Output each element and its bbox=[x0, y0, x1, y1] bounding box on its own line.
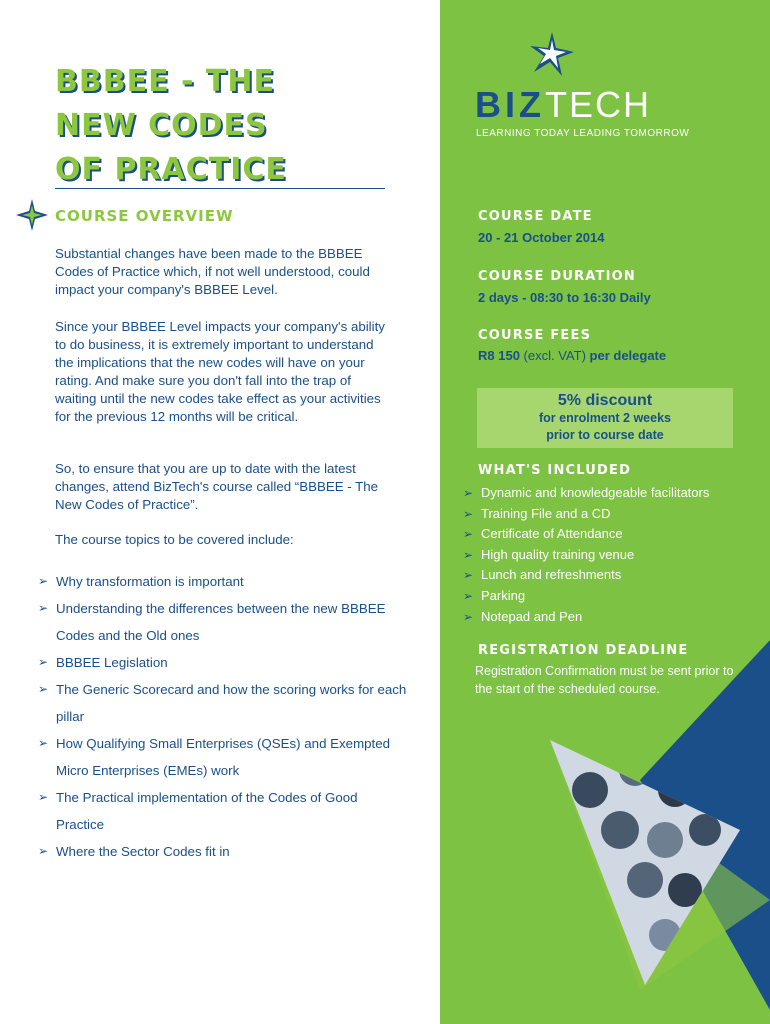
course-duration-value: 2 days - 08:30 to 16:30 Daily bbox=[478, 290, 651, 305]
list-item bbox=[463, 545, 763, 566]
list-item bbox=[38, 784, 408, 838]
arrow-icon: ➢ bbox=[38, 682, 49, 696]
registration-deadline-heading: REGISTRATION DEADLINE bbox=[478, 643, 689, 658]
arrow-icon: ➢ bbox=[463, 527, 474, 542]
arrow-icon: ➢ bbox=[38, 790, 49, 804]
logo-biz: BIZ bbox=[475, 84, 545, 125]
arrow-icon: ➢ bbox=[463, 486, 474, 500]
course-topics-list bbox=[38, 568, 408, 865]
list-item bbox=[463, 524, 763, 545]
brand-tagline: LEARNING TODAY LEADING TOMORROW bbox=[476, 128, 690, 139]
topic-text: How Qualifying Small Enterprises (QSEs) and Exempted Micro Enterprises (EMEs) work bbox=[56, 736, 391, 778]
topic-text: Understanding the differences between the new BBBEE Codes and the Old ones bbox=[56, 601, 386, 643]
page-title bbox=[55, 60, 415, 192]
title-line-1: BBBEE - THE bbox=[55, 64, 275, 99]
included-list bbox=[463, 483, 763, 627]
list-item bbox=[463, 504, 763, 525]
list-item bbox=[463, 483, 763, 504]
arrow-icon: ➢ bbox=[38, 736, 49, 750]
topic-text: The Practical implementation of the Codes of Good Practice bbox=[56, 790, 358, 832]
included-text: Dynamic and knowledgeable facilitators bbox=[481, 485, 710, 500]
included-text: Training File and a CD bbox=[481, 505, 611, 521]
list-item bbox=[463, 607, 763, 628]
arrow-icon: ➢ bbox=[463, 609, 474, 624]
overview-paragraph-1: Substantial changes have been made to the BBBEE Codes of Practice which, if not well understood, could impact your company's BBBEE Level. bbox=[55, 246, 370, 297]
arrow-icon: ➢ bbox=[38, 844, 49, 858]
list-item bbox=[38, 595, 408, 649]
fee-per: per delegate bbox=[589, 348, 667, 363]
overview-paragraph-3: So, to ensure that you are up to date with the latest changes, attend BizTech's course called “BBBEE - The New Codes of Practice”. bbox=[55, 461, 379, 512]
overview-paragraph-2: Since your BBBEE Level impacts your company's ability to do business, it is extremely important to understand the implications that the new codes will have on your rating. And make sure you don't fall into the trap of waiting until the new codes take effect as your activities for the previous 12 months will be critical. bbox=[55, 319, 385, 424]
arrow-icon: ➢ bbox=[463, 506, 474, 521]
discount-box bbox=[477, 388, 733, 448]
list-item bbox=[38, 568, 408, 595]
included-text: Notepad and Pen bbox=[481, 608, 583, 624]
list-item bbox=[38, 649, 408, 676]
arrow-icon: ➢ bbox=[463, 547, 474, 562]
arrow-icon: ➢ bbox=[38, 574, 49, 588]
included-text: Certificate of Attendance bbox=[481, 526, 623, 542]
title-divider bbox=[55, 188, 385, 189]
arrow-icon: ➢ bbox=[463, 568, 474, 583]
course-duration-heading: COURSE DURATION bbox=[478, 269, 636, 284]
logo-star-icon bbox=[528, 32, 576, 84]
topic-text: Why transformation is important bbox=[56, 574, 244, 589]
arrow-icon: ➢ bbox=[38, 601, 49, 615]
list-item bbox=[463, 565, 763, 586]
list-item bbox=[38, 838, 408, 865]
title-line-3: OF PRACTICE bbox=[55, 152, 287, 187]
course-fees-heading: COURSE FEES bbox=[478, 328, 592, 343]
topic-text: BBBEE Legislation bbox=[56, 655, 168, 670]
discount-title: 5% discount bbox=[557, 392, 653, 409]
registration-text: Registration Confirmation must be sent prior to the start of the scheduled course. bbox=[475, 664, 734, 696]
course-date-heading: COURSE DATE bbox=[478, 209, 593, 224]
overview-paragraph-4: The course topics to be covered include: bbox=[55, 532, 294, 547]
discount-line-1: for enrolment 2 weeks bbox=[539, 411, 671, 425]
included-text: Lunch and refreshments bbox=[481, 567, 622, 583]
fee-amount: R8 150 bbox=[478, 348, 520, 363]
course-fees-value bbox=[478, 348, 666, 363]
course-overview-heading: COURSE OVERVIEW bbox=[55, 207, 234, 225]
arrow-icon: ➢ bbox=[38, 655, 49, 669]
biztech-logo bbox=[475, 84, 651, 126]
included-text: Parking bbox=[481, 587, 526, 603]
topic-text: Where the Sector Codes fit in bbox=[56, 844, 230, 859]
star-icon bbox=[16, 199, 48, 231]
course-date-value: 20 - 21 October 2014 bbox=[478, 230, 605, 245]
logo-tech: TECH bbox=[545, 84, 651, 125]
whats-included-heading: WHAT'S INCLUDED bbox=[478, 463, 632, 478]
list-item bbox=[463, 586, 763, 607]
title-line-2: NEW CODES bbox=[55, 108, 268, 143]
list-item bbox=[38, 730, 408, 784]
discount-line-2: prior to course date bbox=[546, 428, 664, 442]
topic-text: The Generic Scorecard and how the scoring works for each pillar bbox=[56, 682, 407, 724]
fee-excl: (excl. VAT) bbox=[523, 348, 586, 363]
arrow-icon: ➢ bbox=[463, 588, 474, 603]
list-item bbox=[38, 676, 408, 730]
included-text: High quality training venue bbox=[481, 546, 635, 562]
